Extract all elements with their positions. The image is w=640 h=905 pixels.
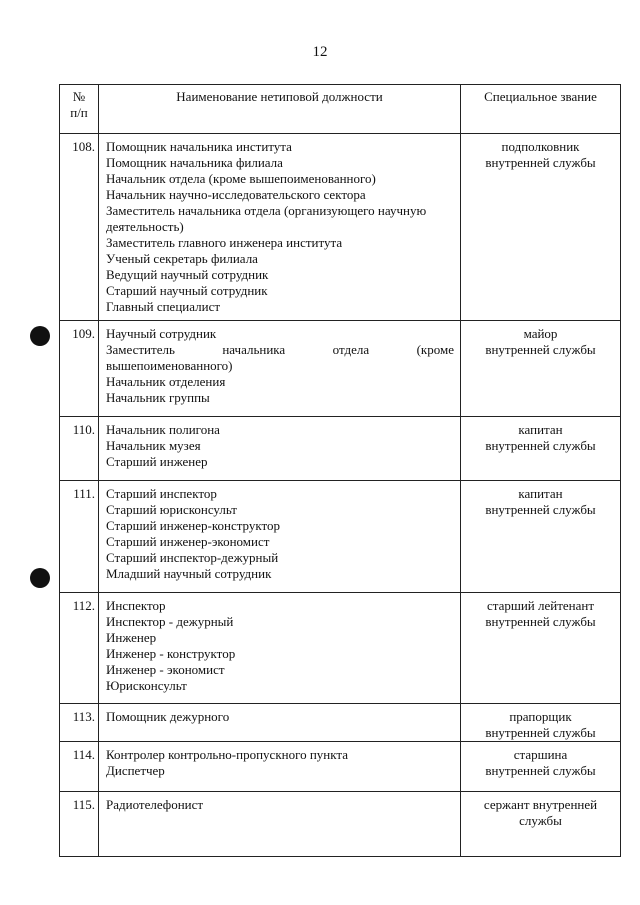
row-number: 108. <box>60 134 99 321</box>
row-number: 110. <box>60 417 99 481</box>
table-row <box>60 742 621 792</box>
position-name: Диспетчер <box>106 763 165 778</box>
position-name: Юрисконсульт <box>106 678 187 693</box>
punch-hole-upper <box>30 326 50 346</box>
header-special-rank: Специальное звание <box>461 85 621 134</box>
position-name: вышепоименованного) <box>106 358 233 373</box>
special-rank: старший лейтенант внутренней службы <box>461 593 621 704</box>
position-name: Старший научный сотрудник <box>106 283 268 298</box>
special-rank: подполковник внутренней службы <box>461 134 621 321</box>
table-row <box>60 704 621 742</box>
position-names <box>99 417 461 481</box>
position-name: Старший инспектор-дежурный <box>106 550 279 565</box>
row-number: 112. <box>60 593 99 704</box>
position-name: Помощник начальника филиала <box>106 155 283 170</box>
header-number: № п/п <box>60 85 99 134</box>
position-name: Инспектор <box>106 598 166 613</box>
row-number: 114. <box>60 742 99 792</box>
position-name: Старший инженер-конструктор <box>106 518 281 533</box>
table-header-row <box>60 85 621 134</box>
punch-hole-lower <box>30 568 50 588</box>
position-names <box>99 481 461 593</box>
position-name: Старший инженер <box>106 454 208 469</box>
table-row <box>60 417 621 481</box>
positions-table <box>59 84 621 857</box>
special-rank: старшина внутренней службы <box>461 742 621 792</box>
page-number: 12 <box>312 44 328 60</box>
row-number: 113. <box>60 704 99 742</box>
position-name: Начальник отдела (кроме вышепоименованного) <box>106 171 376 186</box>
position-name: деятельность) <box>106 219 184 234</box>
position-names <box>99 742 461 792</box>
position-name: Инженер - конструктор <box>106 646 236 661</box>
position-names <box>99 792 461 857</box>
position-name: Научный сотрудник <box>106 326 217 341</box>
special-rank: капитан внутренней службы <box>461 481 621 593</box>
position-names <box>99 134 461 321</box>
row-number: 115. <box>60 792 99 857</box>
position-name: Инженер - экономист <box>106 662 225 677</box>
position-name: Ведущий научный сотрудник <box>106 267 269 282</box>
position-names <box>99 321 461 417</box>
position-name: Радиотелефонист <box>106 797 204 812</box>
position-name: Начальник научно-исследовательского сектора <box>106 187 366 202</box>
table-row <box>60 134 621 321</box>
position-name: Ученый секретарь филиала <box>106 251 258 266</box>
table-row <box>60 792 621 857</box>
table-row <box>60 481 621 593</box>
special-rank: сержант внутренней службы <box>461 792 621 857</box>
position-name: Начальник отделения <box>106 374 226 389</box>
position-name: Инспектор - дежурный <box>106 614 234 629</box>
position-name: Контролер контрольно-пропускного пункта <box>106 747 349 762</box>
header-position-name: Наименование нетиповой должности <box>99 85 461 134</box>
position-name: Заместитель начальника отдела (организующего научную <box>106 203 427 218</box>
position-name: Старший юрисконсульт <box>106 502 237 517</box>
table-row <box>60 321 621 417</box>
position-names <box>99 593 461 704</box>
special-rank: майор внутренней службы <box>461 321 621 417</box>
position-name: Заместитель начальника отдела (кроме <box>106 342 454 357</box>
position-name: Старший инженер-экономист <box>106 534 270 549</box>
position-name: Помощник дежурного <box>106 709 230 724</box>
position-name: Заместитель главного инженера института <box>106 235 343 250</box>
table-row <box>60 593 621 704</box>
special-rank: прапорщик внутренней службы <box>461 704 621 742</box>
position-name: Начальник группы <box>106 390 210 405</box>
position-name: Помощник начальника института <box>106 139 292 154</box>
position-name: Инженер <box>106 630 157 645</box>
position-name: Младший научный сотрудник <box>106 566 272 581</box>
position-name: Главный специалист <box>106 299 221 314</box>
special-rank: капитан внутренней службы <box>461 417 621 481</box>
position-names <box>99 704 461 742</box>
position-name: Старший инспектор <box>106 486 217 501</box>
row-number: 111. <box>60 481 99 593</box>
row-number: 109. <box>60 321 99 417</box>
position-name: Начальник полигона <box>106 422 220 437</box>
position-name: Начальник музея <box>106 438 201 453</box>
